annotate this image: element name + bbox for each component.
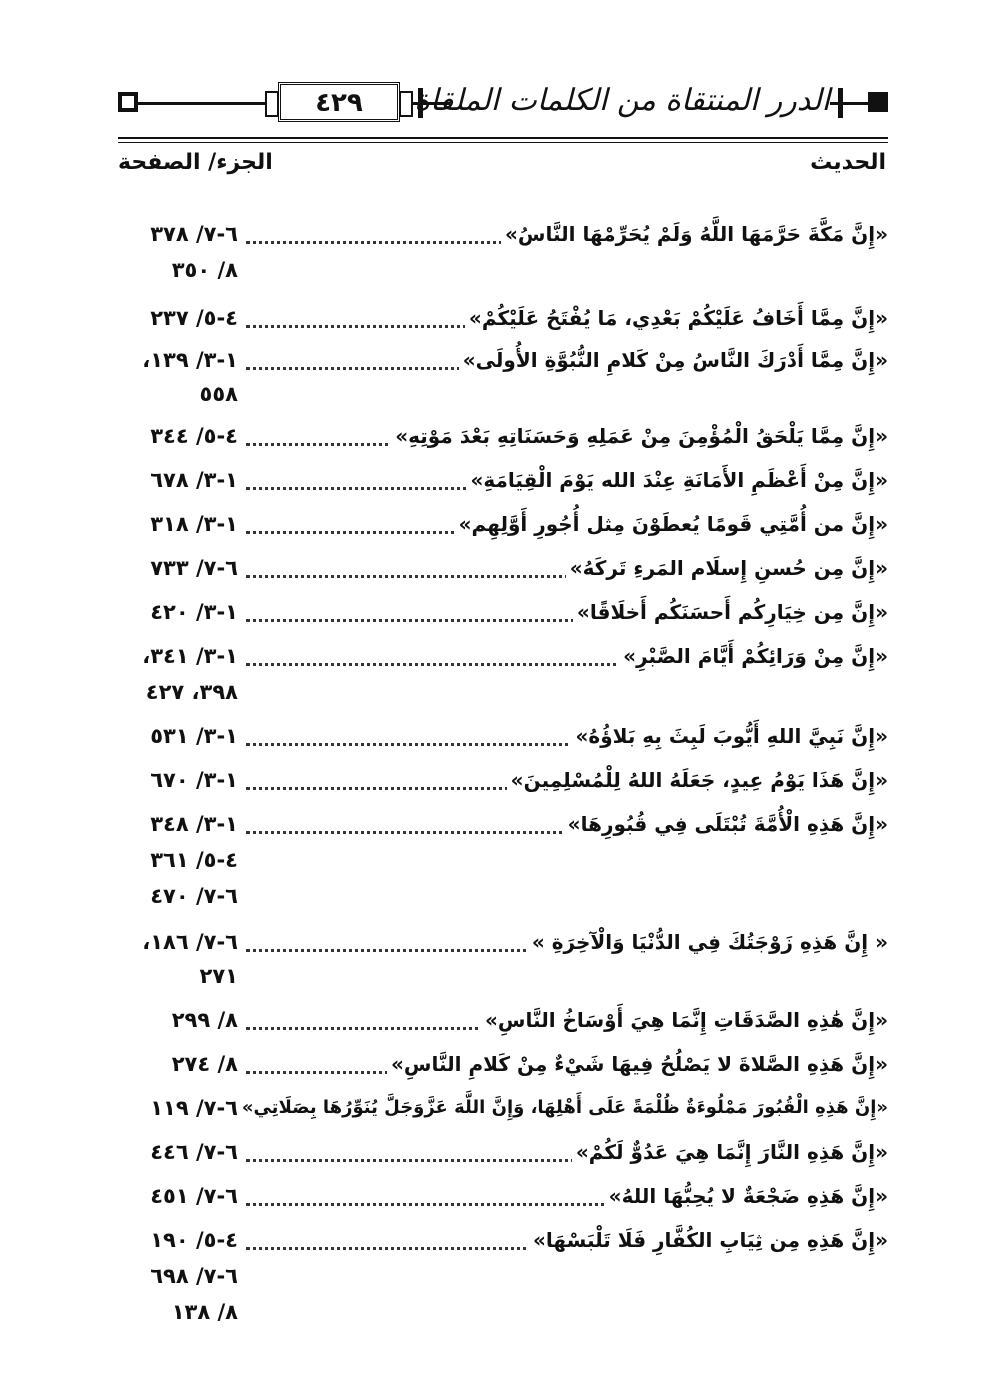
reference-line: ٦-٧/ ١١٩ (150, 1096, 238, 1120)
reference-line: ٤-٥/ ٣٦١ (150, 848, 238, 872)
header-rule-thin (118, 142, 888, 143)
reference-line: ٦-٧/ ٤٤٦ (150, 1140, 238, 1164)
header-ornament-bar (838, 88, 843, 118)
hadith-text: «إِنَّ مِمَّا أَخَافُ عَلَيْكُمْ بَعْدِي، مَا يُفْتَحُ عَلَيْكُمْ» (465, 298, 888, 338)
reference-line: ٣٩٨، ٤٢٧ (145, 680, 238, 704)
hadith-text: «إِنَّ مِن خِيَارِكُم أَحسَنَكُم أَخلَاقًا» (573, 592, 888, 632)
page-number-frame (278, 82, 400, 122)
reference-line: ٦-٧/ ٣٧٨ (150, 222, 238, 246)
reference-line: ٨/ ٣٥٠ (171, 258, 238, 282)
reference-line: ٨/ ٢٧٤ (171, 1052, 238, 1076)
reference-line: ١-٣/ ٤٢٠ (150, 600, 238, 624)
hadith-text: «إِنَّ هَذِهِ الْقُبُورَ مَمْلُوءَةٌ ظُلْمَةً عَلَى أَهْلِهَا، وَإِنَّ اللَّهَ عَزَّوَجَلَّ يُنَوِّرُهَا بِصَلَاتِي» (238, 1088, 888, 1128)
header-rule (118, 137, 888, 139)
hadith-text: «إِنَّ مِمَّا يَلْحَقُ الْمُؤْمِنَ مِنْ عَمَلِهِ وَحَسَنَاتِهِ بَعْدَ مَوْتِهِ» (391, 416, 888, 456)
hadith-text: «إِنَّ نَبِيَّ اللهِ أَيُّوبَ لَبِثَ بِهِ بَلاؤُهُ» (571, 716, 888, 756)
hadith-text: «إِنَّ هَذِهِ مِن ثِيَابِ الكُفَّارِ فَلَا تَلْبَسْهَا» (529, 1220, 888, 1260)
reference-line: ١-٣/ ٣٤٨ (150, 812, 238, 836)
reference-line: ٢٧١ (199, 964, 238, 988)
reference-line: ١-٣/ ٥٣١ (150, 724, 238, 748)
reference-line: ٦-٧/ ٤٥١ (150, 1184, 238, 1208)
hadith-text: «إِنَّ مِن حُسنِ إِسلَام المَرءِ تَركَهُ» (566, 548, 888, 588)
hadith-text: «إِنَّ هَذِهِ النَّارَ إِنَّمَا هِيَ عَدُوٌّ لَكُمْ» (572, 1132, 888, 1172)
hadith-text: « إِنَّ هَذِهِ زَوْجَتُكَ فِي الدُّنْيَا وَالْآخِرَةِ » (528, 922, 888, 962)
hadith-text: «إِنَّ من أُمَّتِي قَومًا يُعطَوْنَ مِثل أُجُورِ أَوَّلِهِم» (455, 504, 888, 544)
reference-line: ٥٥٨ (199, 382, 238, 406)
reference-line: ٤-٥/ ٢٣٧ (150, 306, 238, 330)
hadith-text: «إِنَّ هَٰذِهِ الصَّدَقَاتِ إِنَّمَا هِيَ أَوْسَاخُ النَّاسِ» (481, 1000, 888, 1040)
reference-line: ٤-٥/ ١٩٠ (150, 1228, 238, 1252)
hadith-text: «إِنَّ مِنْ أَعْظَمِ الأَمَانَةِ عِنْدَ الله يَوْمَ الْقِيَامَةِ» (466, 460, 888, 500)
reference-line: ٦-٧/ ١٨٦، (142, 930, 238, 954)
reference-line: ٦-٧/ ٤٧٠ (150, 884, 238, 908)
reference-line: ٤-٥/ ٣٤٤ (150, 424, 238, 448)
reference-line: ٨/ ٢٩٩ (171, 1008, 238, 1032)
header-ornament-square-left (118, 92, 138, 112)
hadith-text: «إِنَّ مَكَّةَ حَرَّمَهَا اللَّهُ وَلَمْ يُحَرِّمْهَا النَّاسُ» (501, 214, 888, 254)
reference-line: ٦-٧/ ٧٣٣ (150, 556, 238, 580)
hadith-text: «إِنَّ مِمَّا أَدْرَكَ النَّاسُ مِنْ كَلامِ النُّبُوَّةِ الأُولَى» (459, 340, 888, 380)
hadith-text: «إِنَّ هَذِهِ ضَجْعَةٌ لا يُحِبُّهَا اللهُ» (605, 1176, 888, 1216)
column-header-hadith: الحديث (810, 150, 886, 175)
header-ornament-square-right (868, 92, 888, 112)
reference-line: ١-٣/ ٣١٨ (150, 512, 238, 536)
running-header (118, 78, 888, 130)
reference-line: ١-٣/ ١٣٩، (142, 348, 238, 372)
hadith-text: «إِنَّ هَذَا يَوْمُ عِيدٍ، جَعَلَهُ اللهُ لِلْمُسْلِمِينَ» (507, 760, 888, 800)
hadith-text: «إِنَّ مِنْ وَرَائِكُمْ أَيَّامَ الصَّبْرِ» (619, 636, 888, 676)
reference-line: ٨/ ١٣٨ (171, 1300, 238, 1324)
reference-line: ١-٣/ ٣٤١، (142, 644, 238, 668)
reference-line: ٦-٧/ ٦٩٨ (150, 1264, 238, 1288)
book-title: الدرر المنتقاة من الكلمات الملقاة (450, 78, 830, 126)
hadith-text: «إِنَّ هَذِهِ الْأُمَّةَ تُبْتَلَى فِي قُبُورِهَا» (564, 804, 888, 844)
hadith-text: «إِنَّ هَذِهِ الصَّلاةَ لا يَصْلُحُ فِيهَا شَيْءٌ مِنْ كَلامِ النَّاسِ» (387, 1044, 888, 1084)
reference-line: ١-٣/ ٦٧٠ (150, 768, 238, 792)
page-number: ٤٢٩ (315, 88, 363, 118)
column-header-reference: الجزء/ الصفحة (118, 150, 273, 175)
reference-line: ١-٣/ ٦٧٨ (150, 468, 238, 492)
